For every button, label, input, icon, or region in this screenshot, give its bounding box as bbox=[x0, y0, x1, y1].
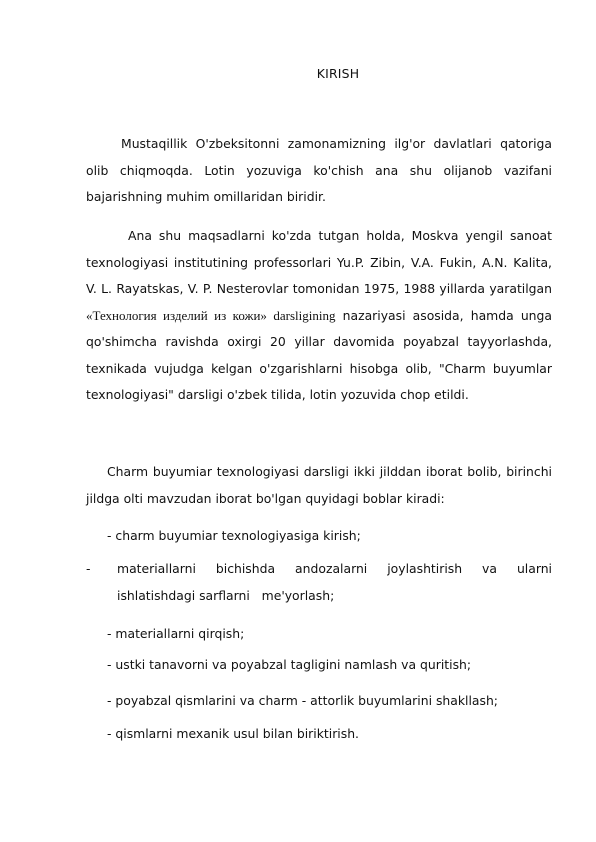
paragraph-sources-text-a: Ana shu maqsadlarni ko'zda tutgan holda, Moskva yengil sanoat texnologiyasi institutining professorlari Yu.P. Zibin, V.A. Fukin, A.N. Kalita, V. L. Rayatskas, V. P. Nesterovlar tomonidan 1975, 1988 yillarda yaratilgan bbox=[86, 228, 552, 296]
page-title: KIRISH bbox=[316, 66, 360, 81]
list-item: - charm buyumiar texnologiyasiga kirish; bbox=[107, 528, 361, 543]
list-item: - ustki tanavorni va poyabzal taglig​ini namlash va quritish; bbox=[107, 657, 472, 672]
list-item: - materiallarni qirqish; bbox=[107, 626, 245, 641]
paragraph-intro: Mustaqillik O'zbeksitonni zamonamizning ilg'or davlatlari qatoriga olib chiqmoqda. Lotin yozuviga ko'chish ana shu olijanob vazifani bajarishning muhim omillaridan biridir. bbox=[86, 136, 552, 204]
list-dash: - bbox=[86, 561, 91, 576]
list-item-line: ishlatishdagi sarflarni me'yorlash; bbox=[117, 587, 335, 603]
paragraph-structure: Charm buyumiar texnologiyasi darsligi ikki jilddan iborat bolib, birinchi jildga olti mavzudan iborat bo'lgan quyidagi boblar kiradi: bbox=[86, 464, 552, 506]
paragraph-sources bbox=[86, 223, 552, 409]
list-item: - poyabzal qismlarini va charm - attorlik buyumlarini shakllash; bbox=[107, 693, 498, 708]
list-item bbox=[86, 556, 552, 609]
list-item: - qismlarni mexanik usul bilan biriktirish. bbox=[107, 726, 359, 741]
list-item-line: materiallarni bichishda andozalarni joylashtirish va ularni bbox=[117, 561, 552, 576]
book-title-russian: «Технология изделий из кожи» darsligining bbox=[86, 307, 336, 323]
paragraph-sources-text-b: nazariyasi asosida, hamda unga qo'shimcha ravishda oxirgi 20 yillar davomida poyabzal tayyorlashda, texnikada vujudga kelgan o'zgarishlarni hisobga olib, "Charm buyumlar texnologiyasi" darsligi o'zbek tilida, lotin yozuvida chop etildi. bbox=[86, 307, 552, 402]
